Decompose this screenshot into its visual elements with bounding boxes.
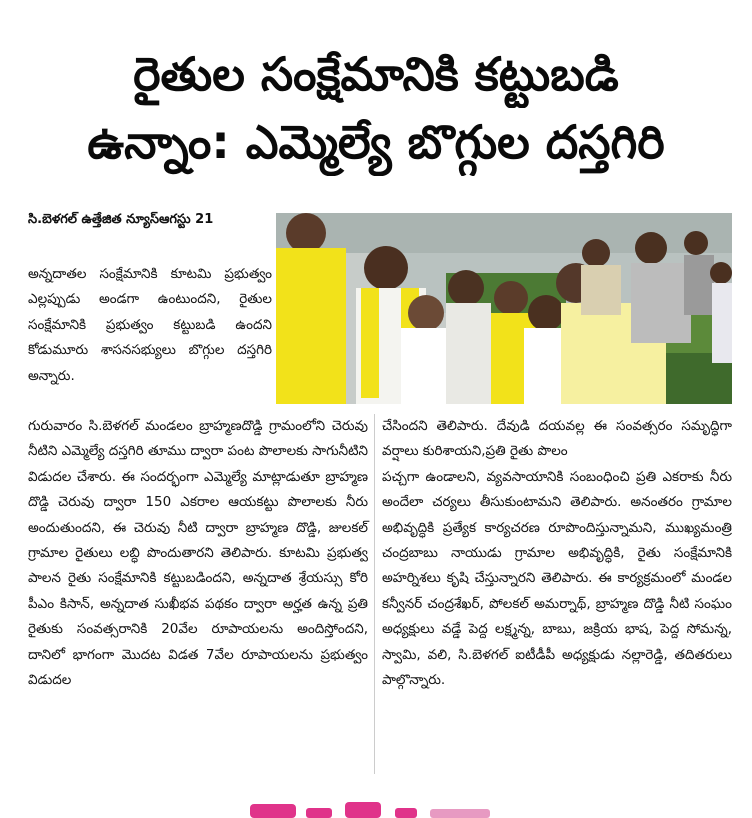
column-divider [374,414,375,774]
paragraph: చేసిందని తెలిపారు. దేవుడి దయవల్ల ఈ సంవత్సరం సమృద్ధిగా వర్షాలు కురిశాయని,ప్రతి రైతు పొలం [382,418,732,460]
headline-line-1: రైతుల సంక్షేమానికి కట్టుబడి [133,47,619,101]
news-photo [276,213,732,404]
paragraph: పచ్చగా ఉండాలని, వ్యవసాయానికి సంబంధించి ప్రతి ఎకరాకు నీరు అందేలా చర్యలు తీసుకుంటామని తెలిపారు. అనంతరం గ్రామాల అభివృద్ధికి ప్రత్యేక కార్యచరణ రూపొందిస్తున్నామని, ముఖ్యమంత్రి చంద్రబాబు నాయుడు గ్రామాల అభివృద్ధికి, రైతు సంక్షేమానికి అహర్నిశలు కృషి చేస్తున్నారని తెలిపారు. ఈ కార్యక్రమంలో మండల కన్వీనర్ చంద్రశేఖర్, పోలకల్ అమర్నాథ్, బ్రాహ్మణ దొడ్డి నీటి సంఘం అధ్యక్షులు వడ్డే పెద్ద లక్ష్మన్న, బాబు, జక్రియ భాష, పెద్ద సోమన్న, స్వామి, వలి, సి.బెళగల్ ఐటీడీపీ అధ్యక్షుడు నల్లారెడ్డి, తదితరులు పాల్గొన్నారు. [382,468,732,689]
dateline: సి.బెళగల్ ఉత్తేజిత న్యూస్ఆగస్టు 21 [28,212,214,227]
paragraph: గురువారం సి.బెళగల్ మండలం బ్రాహ్మణదొడ్డి గ్రామంలోని చెరువు నీటిని ఎమ్మెల్యే దస్తగిరి తూము ద్వారా పంట పొలాలకు సాగునీటిని విడుదల చేశారు. ఈ సందర్భంగా ఎమ్మెల్యే మాట్లాడుతూ బ్రాహ్మణ దొడ్డి చెరువు ద్వారా 150 ఎకరాల ఆయకట్టు పొలాలకు నీరు అందుతుందని, ఈ చెరువు నీటి ద్వారా బ్రాహ్మణ దొడ్డి, జులకల్ గ్రామాల రైతులు లబ్ధి పొందుతారని తెలిపారు. కూటమి ప్రభుత్వ పాలన రైతు సంక్షేమానికి కట్టుబడిందని, అన్నదాత శ్రేయస్సు కోరి పీఎం కిసాన్, అన్నదాత సుఖీభవ పథకం ద్వారా అర్హత ఉన్న ప్రతి రైతుకు సంవత్సరానికి 20వేల రూపాయలను అందిస్తోందని, దానిలో భాగంగా మొదట విడత 7వేల రూపాయలను ప్రభుత్వం విడుదల [28,418,368,689]
article-body-left-column [28,414,368,693]
article-body-right-column [382,414,732,693]
paragraph: అన్నదాతల సంక్షేమానికి కూటమి ప్రభుత్వం ఎల్లప్పుడు అండగా ఉంటుందని, రైతుల సంక్షేమానికి ప్రభుత్వం కట్టుబడి ఉందని కోడుమూరు శాసనసభ్యులు బొగ్గుల దస్తగిరి అన్నారు. [28,266,272,384]
article-body-intro [28,262,272,389]
headline [0,40,752,176]
cropped-headline-icon [0,800,752,818]
next-headline-fragment [0,800,752,818]
headline-line-2: ఉన్నాం: ఎమ్మెల్యే బొగ్గుల దస్తగిరి [87,115,665,169]
news-photo-icon [276,213,732,404]
